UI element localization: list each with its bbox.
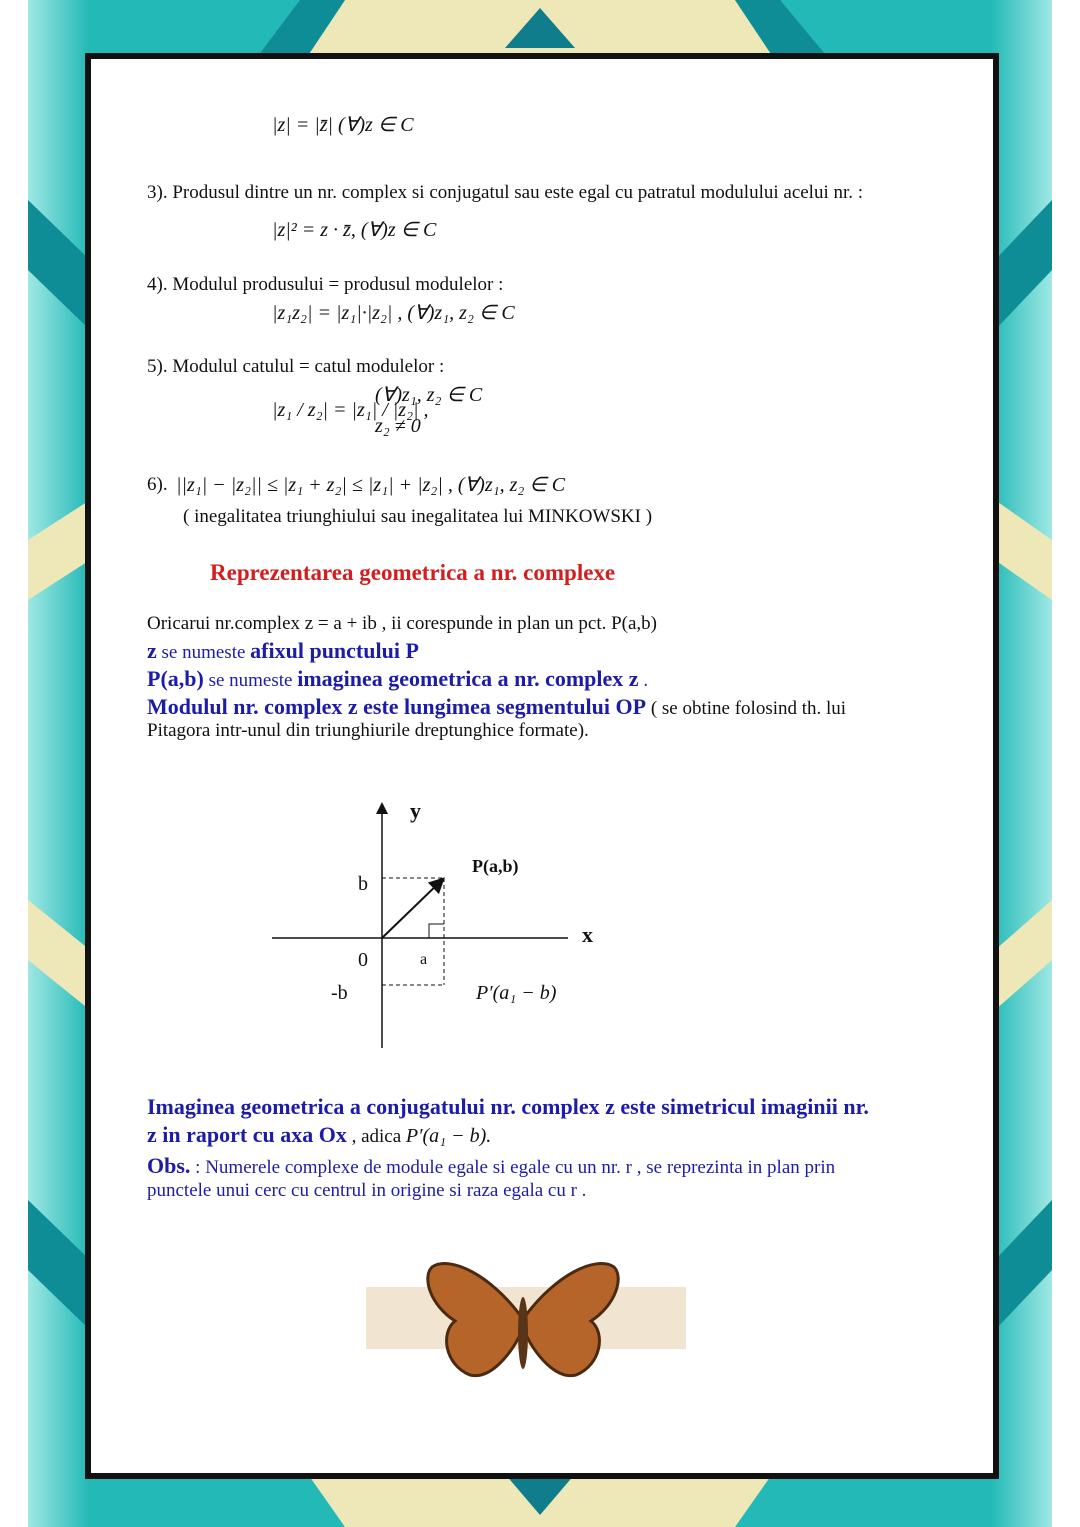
butterfly-image (360, 1255, 695, 1390)
intro-line-2-bold-b: afixul punctului P (250, 638, 419, 663)
observation-text-1: : Numerele complexe de module egale si egale cu un nr. r , se reprezinta in plan prin (190, 1157, 836, 1178)
y-axis-label: y (410, 798, 421, 823)
intro-line-2-bold-a: z (147, 638, 157, 663)
item-6-label: 6). (147, 474, 168, 495)
b-label: b (358, 873, 368, 895)
formula-conjugate-modulus: |z| = |z̄| (∀)z ∈ C (272, 114, 414, 136)
section-title: Reprezentarea geometrica a nr. complexe (210, 560, 616, 585)
item-5-condition-1: (∀)z₁, z₂ ∈ C (375, 384, 483, 406)
intro-line-5: Pitagora intr-unul din triunghiurile dreptunghice formate). (147, 720, 589, 741)
observation-line-1 (147, 1153, 835, 1180)
intro-line-2-text: se numeste (156, 642, 251, 663)
intro-line-2 (147, 638, 419, 665)
intro-line-3-end: . (638, 670, 649, 691)
point-p-prime-label: P′(a₁ − b) (476, 982, 557, 1004)
a-label: a (420, 951, 428, 968)
conclusion-line-2-text: , adica (346, 1126, 406, 1147)
origin-label: 0 (358, 949, 368, 971)
observation-label: Obs. (147, 1153, 191, 1178)
intro-line-4-bold: Modulul nr. complex z este lungimea segmentului OP (147, 694, 647, 719)
neg-b-label: -b (331, 982, 348, 1004)
item-3-text: 3). Produsul dintre un nr. complex si conjugatul sau este egal cu patratul modulului acelui nr. : (147, 182, 864, 203)
intro-line-3 (147, 666, 648, 693)
observation-line-2: punctele unui cerc cu centrul in origine si raza egala cu r . (147, 1180, 587, 1201)
butterfly-icon (428, 1264, 618, 1376)
x-axis-label: x (582, 922, 593, 947)
item-6-note: ( inegalitatea triunghiului sau inegalitatea lui MINKOWSKI ) (183, 506, 653, 527)
conclusion-line-1: Imaginea geometrica a conjugatului nr. complex z este simetricul imaginii nr. (147, 1094, 869, 1119)
intro-line-3-bold-b: imaginea geometrica a nr. complex z (297, 666, 639, 691)
item-4-formula: |z₁z₂| = |z₁|·|z₂| , (∀)z₁, z₂ ∈ C (272, 302, 515, 324)
item-5-formula: |z₁ / z₂| = |z₁| / |z₂| , (272, 399, 429, 421)
intro-line-3-bold-a: P(a,b) (147, 666, 204, 691)
conclusion-line-2-formula: P′(a₁ − b). (405, 1125, 492, 1147)
item-3-formula: |z|² = z · z̄, (∀)z ∈ C (272, 219, 437, 241)
intro-line-3-text: se numeste (203, 670, 298, 691)
conclusion-line-2-bold: z in raport cu axa Ox (147, 1122, 347, 1147)
item-5-condition-2: z₂ ≠ 0 (375, 415, 421, 437)
intro-line-4-text: ( se obtine folosind th. lui (646, 698, 847, 719)
item-5-text: 5). Modulul catulul = catul modulelor : (147, 356, 445, 377)
conclusion-line-2 (147, 1122, 491, 1149)
intro-line-4 (147, 694, 846, 721)
intro-line-1: Oricarui nr.complex z = a + ib , ii corespunde in plan un pct. P(a,b) (147, 613, 658, 634)
point-p-label: P(a,b) (472, 856, 519, 876)
item-6-formula: ||z₁| − |z₂|| ≤ |z₁ + z₂| ≤ |z₁| + |z₂| , (∀)z₁, z₂ ∈ C (176, 474, 566, 496)
item-4-text: 4). Modulul produsului = produsul modulelor : (147, 274, 504, 295)
